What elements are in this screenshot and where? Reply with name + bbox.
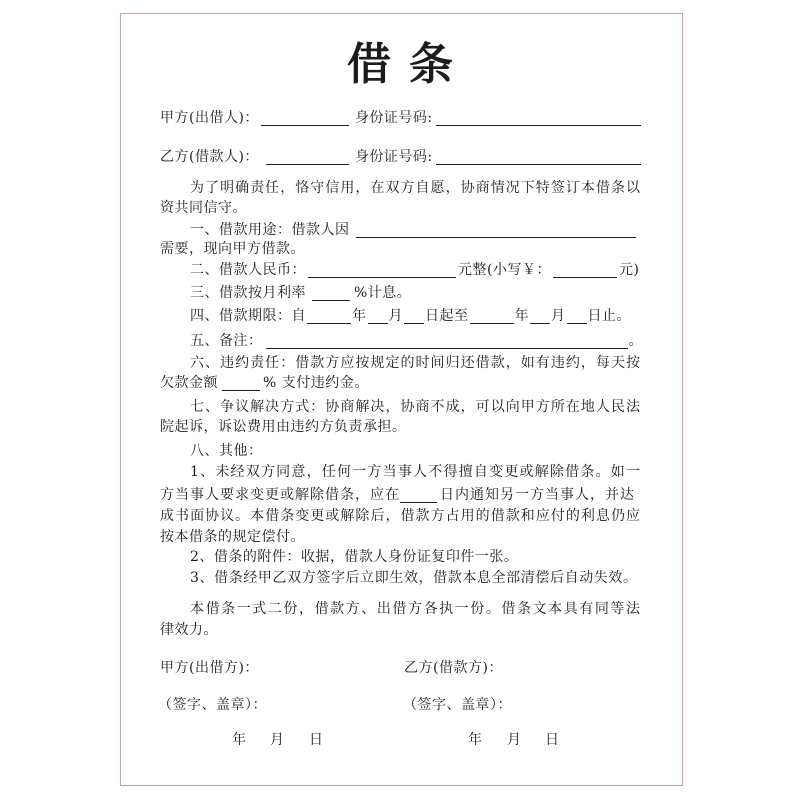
term-end-day-blank — [567, 311, 587, 324]
party-b-label: 乙方(借款人)： — [160, 149, 259, 165]
document-title: 借条 — [347, 39, 471, 90]
clause-dispute-line-1: 七、争议解决方式：协商解决，协商不成，可以向甲方所在地人民法 — [190, 399, 640, 415]
term-start-day-blank — [404, 311, 424, 324]
notice-days-blank — [400, 490, 437, 503]
signature-party-b-sign: （签字、盖章）： — [403, 697, 512, 713]
signature-party-a: 甲方(出借方)： — [160, 660, 259, 676]
party-a-id-blank — [436, 113, 641, 126]
other-item-1-line-2-suffix: 日内通知另一方当事人，并达 — [440, 487, 635, 503]
clause-remarks-row — [190, 331, 643, 355]
clause-remarks-label: 五、备注： — [190, 333, 263, 349]
term-start-month-label: 月 — [388, 308, 403, 324]
amount-words-blank — [308, 265, 456, 278]
party-a-name-blank — [261, 113, 349, 126]
party-a-label: 甲方(出借人)： — [160, 110, 259, 126]
signature-party-a-sign: （签字、盖章）： — [158, 697, 267, 713]
signature-party-b-year: 年 — [468, 732, 483, 748]
clause-amount-mid: 元整(小写￥： — [458, 262, 551, 278]
term-end-day-label: 日止。 — [587, 308, 631, 324]
party-a-row — [160, 108, 641, 132]
term-start-day-label: 日起至 — [425, 308, 469, 324]
term-end-year-blank — [470, 311, 514, 324]
preamble-line-1: 为了明确责任，恪守信用，在双方自愿，协商情况下特签订本借条以 — [190, 180, 640, 196]
term-start-year-label: 年 — [352, 308, 367, 324]
clause-interest-row — [190, 283, 411, 307]
signature-party-a-year: 年 — [232, 732, 247, 748]
clause-liability-prefix: 欠款金额 — [160, 375, 218, 391]
clause-interest-label: 三、借款按月利率 — [190, 285, 306, 301]
term-end-month-blank — [530, 311, 550, 324]
clause-remarks-suffix: 。 — [628, 333, 643, 349]
term-start-year-blank — [307, 311, 351, 324]
penalty-rate-blank — [222, 378, 260, 391]
clause-amount-row — [190, 260, 639, 284]
other-item-1-line-4: 按本借条的规定偿付。 — [160, 529, 305, 545]
party-a-id-label: 身份证号码: — [354, 110, 433, 126]
clause-amount-suffix: 元) — [618, 262, 640, 278]
other-item-1-line-3: 成书面协议。本借条变更或解除后，借款方占用的借款和应付的利息仍应 — [160, 508, 640, 524]
preamble-line-2: 资共同信守。 — [160, 200, 247, 216]
clause-other-heading: 八、其他： — [190, 443, 263, 459]
signature-party-b-month: 月 — [507, 732, 522, 748]
party-b-row — [160, 147, 641, 171]
clause-term-label: 四、借款期限：自 — [190, 308, 306, 324]
other-item-3: 3、借条经甲乙双方签字后立即生效，借款本息全部清偿后自动失效。 — [190, 570, 637, 586]
signature-party-a-month: 月 — [270, 732, 285, 748]
other-item-1-line-2-prefix: 方当事人要求变更或解除借条，应在 — [160, 487, 400, 503]
closing-line-1: 本借条一式二份，借款方、出借方各执一份。借条文本具有同等法 — [190, 601, 640, 617]
clause-liability-line-1: 六、违约责任：借款方应按规定的时间归还借款，如有违约，每天按 — [190, 355, 640, 371]
party-b-name-blank — [266, 152, 349, 165]
term-start-month-blank — [368, 311, 388, 324]
clause-liability-row — [160, 373, 369, 397]
clause-term-row — [190, 306, 631, 330]
clause-purpose-line-2: 需要，现向甲方借款。 — [160, 241, 305, 257]
remarks-blank — [266, 336, 628, 349]
signature-party-b-day: 日 — [545, 732, 560, 748]
clause-interest-suffix: %计息。 — [354, 285, 412, 301]
party-b-id-label: 身份证号码: — [354, 149, 433, 165]
closing-line-2: 律效力。 — [160, 622, 218, 638]
clause-purpose-label: 一、借款用途：借款人因 — [190, 222, 350, 238]
signature-party-b: 乙方(借款方)： — [404, 660, 503, 676]
term-end-year-label: 年 — [514, 308, 529, 324]
term-end-month-label: 月 — [551, 308, 566, 324]
clause-liability-suffix: % 支付违约金。 — [263, 375, 369, 391]
signature-party-a-day: 日 — [309, 732, 324, 748]
clause-dispute-line-2: 院起诉，诉讼费用由违约方负责承担。 — [160, 419, 407, 435]
purpose-blank — [356, 225, 636, 238]
amount-figures-blank — [553, 265, 617, 278]
interest-rate-blank — [312, 288, 350, 301]
other-item-1-line-1: 1、未经双方同意，任何一方当事人不得擅自变更或解除借条。如一 — [190, 464, 640, 480]
clause-amount-label: 二、借款人民币： — [190, 262, 306, 278]
other-item-2: 2、借条的附件：收据，借款人身份证复印件一张。 — [190, 549, 519, 565]
party-b-id-blank — [436, 152, 641, 165]
